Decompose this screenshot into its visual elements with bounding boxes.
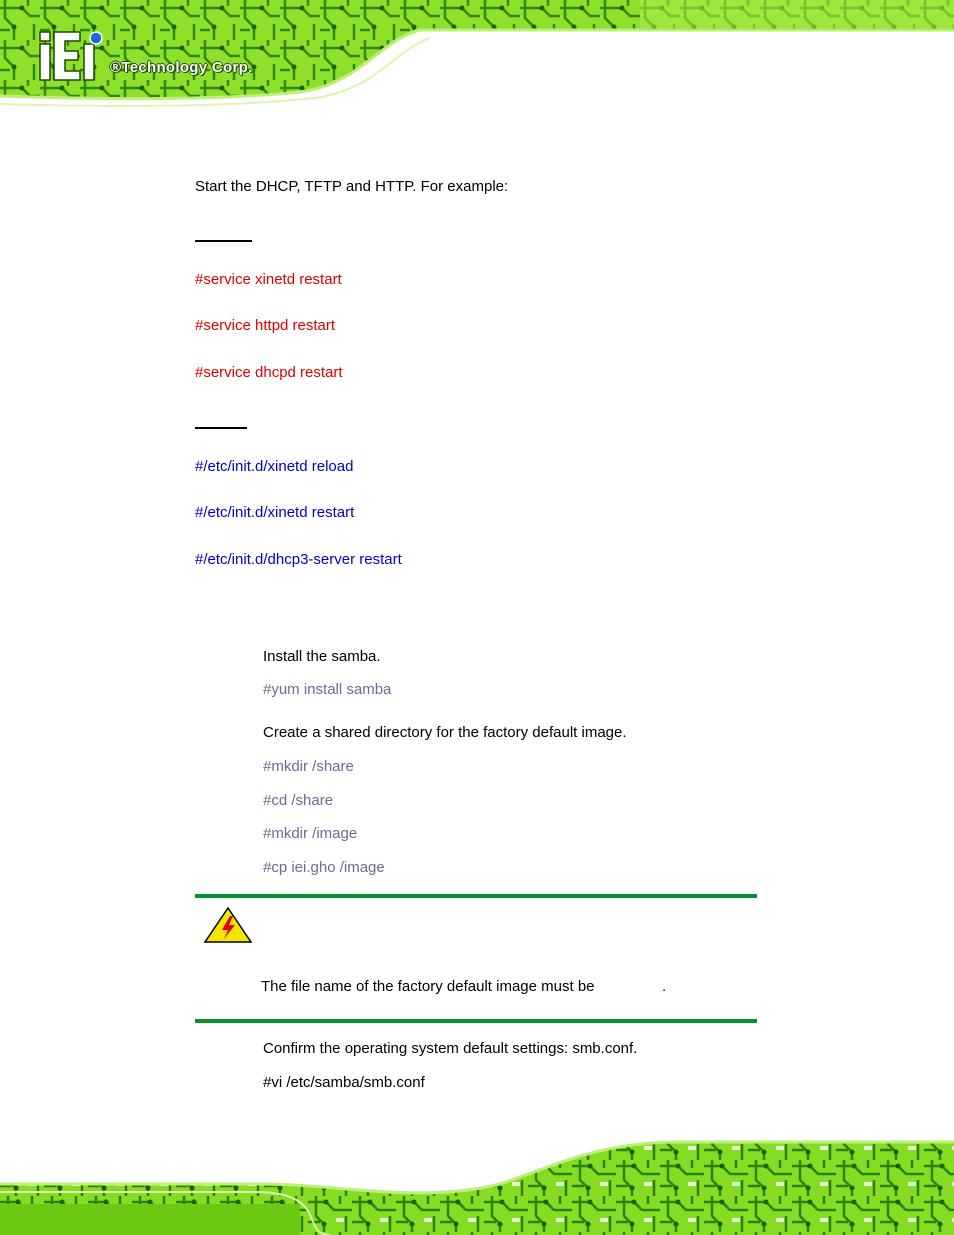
intro-text: Start the DHCP, TFTP and HTTP. For example: [195, 178, 509, 195]
command-line: #mkdir /share [263, 758, 354, 775]
command-line: #yum install samba [263, 681, 392, 698]
command-line: #service dhcpd restart [195, 364, 343, 381]
command-line: #mkdir /image [263, 825, 358, 842]
command-line: #service xinetd restart [195, 271, 342, 288]
company-tagline: ®Technology Corp. [110, 59, 253, 76]
command-line: #service httpd restart [195, 317, 336, 334]
warning-text: The file name of the factory default image must be [261, 978, 595, 995]
command-line: #cd /share [263, 792, 334, 809]
command-line: #cp iei.gho /image [263, 859, 385, 876]
step-confirm-settings: Confirm the operating system default settings: smb.conf. [263, 1040, 638, 1057]
footer-banner [0, 1124, 954, 1235]
iei-logo [38, 30, 108, 82]
command-line: #vi /etc/samba/smb.conf [263, 1074, 425, 1091]
circuit-board-header-graphic [0, 0, 954, 112]
header-banner [0, 0, 954, 112]
circuit-board-footer-graphic [0, 1124, 954, 1235]
step-install-samba: Install the samba. [263, 648, 381, 665]
section-underline-2 [195, 427, 247, 429]
warning-period: . [662, 978, 667, 995]
command-line: #/etc/init.d/dhcp3-server restart [195, 551, 402, 568]
command-line: #/etc/init.d/xinetd restart [195, 504, 355, 521]
warning-bottom-rule [195, 1019, 757, 1023]
step-create-share: Create a shared directory for the factory default image. [263, 724, 627, 741]
warning-icon [203, 906, 253, 944]
section-underline-1 [195, 240, 252, 242]
command-line: #/etc/init.d/xinetd reload [195, 458, 354, 475]
warning-top-rule [195, 894, 757, 898]
